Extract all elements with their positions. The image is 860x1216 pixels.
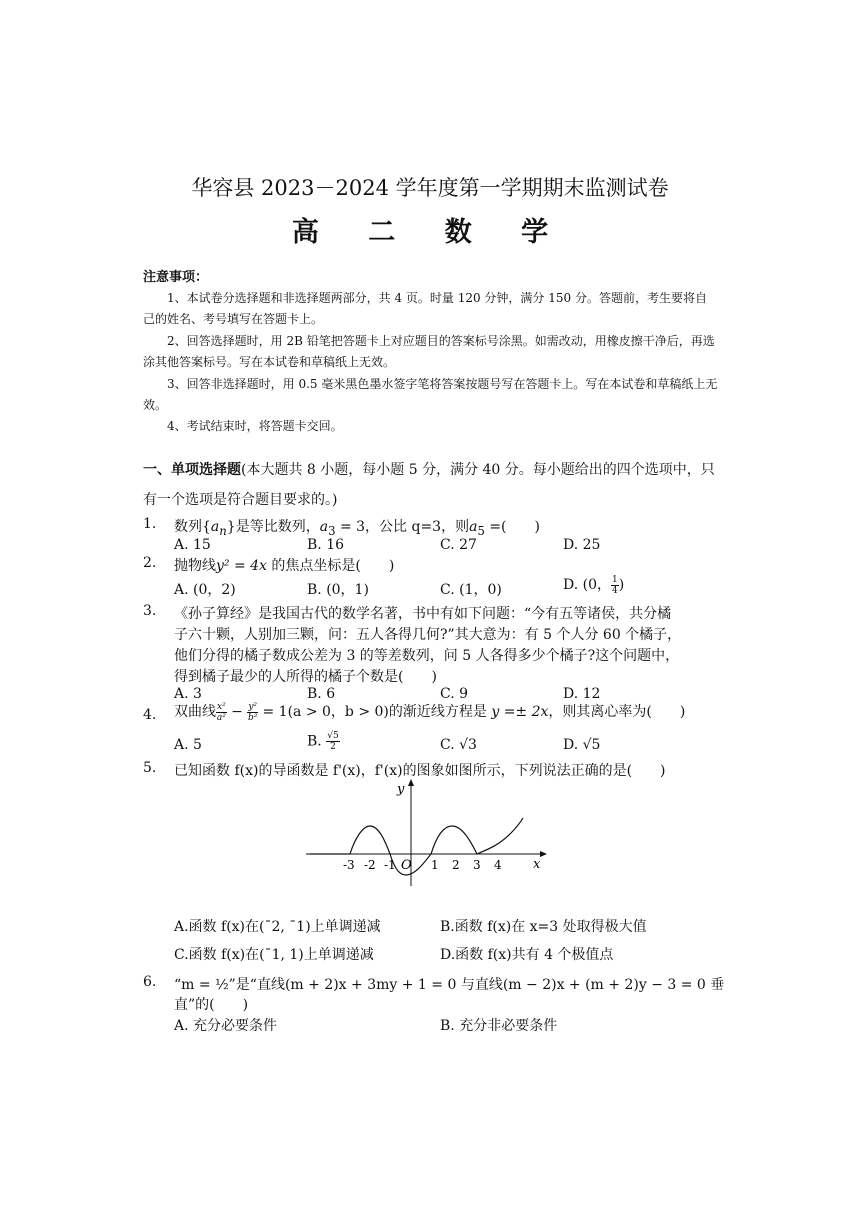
- x-tick-label: 1: [431, 858, 439, 872]
- q2-option-a: A. (0，2): [174, 582, 236, 598]
- q3-option-b: B. 6: [307, 686, 336, 702]
- exam-title: 华容县 2023－2024 学年度第一学期期末监测试卷: [191, 176, 669, 200]
- section-1-header: [143, 455, 723, 515]
- notice-item-1: 1、本试卷分选择题和非选择题两部分，共 4 页。时量 120 分钟，满分 150 分。答题前，考生要将自己的姓名、考号填写在答题卡上。: [143, 291, 707, 326]
- x-tick-label: 3: [473, 858, 481, 872]
- y-axis-label: y: [397, 782, 405, 797]
- x-tick-label: 2: [452, 858, 460, 872]
- q3-option-d: D. 12: [563, 686, 601, 702]
- q3-line-4: 得到橘子最少的人所得的橘子个数是( ): [174, 669, 437, 685]
- section-1-desc: (本大题共 8 小题，每小题 5 分，满分 40 分。每小题给出的四个选项中，只有一个选项是符合题目要求的。): [143, 462, 715, 508]
- q4-option-b: B. $\frac{√5}{2}$: [307, 731, 339, 752]
- q1-option-a: A. 15: [174, 537, 211, 553]
- q6-option-b: B. 充分非必要条件: [440, 1018, 558, 1034]
- q3-option-a: A. 3: [174, 686, 202, 702]
- q6-number: 6.: [143, 974, 157, 990]
- x-axis-arrow-icon: [540, 851, 547, 857]
- q4-option-a: A. 5: [174, 737, 202, 753]
- q5-option-c: C.函数 f(x)在(¯1, 1)上单调递减: [174, 947, 374, 963]
- notice-item-2: 2、回答选择题时，用 2B 铅笔把答题卡上对应题目的答案标号涂黑。如需改动，用橡皮擦干净后，再选涂其他答案标号。写在本试卷和草稿纸上无效。: [143, 334, 715, 369]
- q2-option-c: C. (1，0): [440, 582, 502, 598]
- q6-line-2: 直”的( ): [174, 997, 249, 1013]
- q2-option-b: B. (0，1): [307, 582, 369, 598]
- q4-option-d: D. √5: [563, 737, 601, 753]
- q4-number: 4.: [143, 707, 157, 723]
- q1-option-b: B. 16: [307, 537, 345, 553]
- x-tick-label: 4: [494, 858, 502, 872]
- q3-option-c: C. 9: [440, 686, 469, 702]
- q3-line-1: 《孙子算经》是我国古代的数学名著，书中有如下问题：“今有五等诸侯，共分橘: [174, 606, 672, 622]
- x-tick-label: -2: [364, 858, 376, 872]
- q5-option-d: D.函数 f(x)共有 4 个极值点: [440, 947, 614, 963]
- derivative-graph: [300, 778, 550, 890]
- q3-line-2: 子六十颗，人别加三颗，问：五人各得几何?”其大意为：有 5 个人分 60 个橘子，: [174, 627, 682, 643]
- q5-stem: 已知函数 f(x)的导函数是 f'(x)，f'(x)的图象如图所示，下列说法正确的是( ): [174, 763, 666, 779]
- q2-stem: 抛物线y² = 4x 的焦点坐标是( ): [174, 558, 395, 574]
- notice-item-4: 4、考试结束时，将答题卡交回。: [167, 419, 343, 433]
- q5-option-a: A.函数 f(x)在(¯2, ¯1)上单调递减: [174, 919, 381, 935]
- q1-stem: 数列$\{a_n\}$是等比数列，$a_3 = 3$，公比 q=3，则$a_5$ =( ): [174, 519, 540, 538]
- q3-line-3: 他们分得的橘子数成公差为 3 的等差数列，问 5 人各得多少个橘子?这个问题中，: [174, 648, 680, 664]
- notice-heading: 注意事项：: [143, 270, 209, 285]
- q5-number: 5.: [143, 760, 157, 776]
- q3-number: 3.: [143, 603, 157, 619]
- q4-stem: 双曲线 $\frac{\text{x²}}{\text{a²}}$ − $\frac{\text{y²}}{\text{b²}}$ = 1(a > 0，b > 0)的渐近线方程是 y =± 2x，则其离心率为( ): [174, 701, 686, 723]
- q1-number: 1.: [143, 516, 157, 532]
- derivative-curve: [310, 818, 523, 875]
- x-tick-label: -1: [384, 858, 396, 872]
- q5-option-b: B.函数 f(x)在 x=3 处取得极大值: [440, 919, 647, 935]
- notice-item-3: 3、回答非选择题时，用 0.5 毫米黑色墨水签字笔将答案按题号写在答题卡上。写在本试卷和草稿纸上无效。: [143, 377, 718, 412]
- origin-label: O: [401, 858, 412, 873]
- q2-option-d: D. (0， $\frac{1}{4}$ ): [563, 574, 625, 596]
- x-tick-label: -3: [343, 858, 355, 872]
- x-axis-label: x: [533, 857, 541, 872]
- q4-option-c: C. √3: [440, 737, 477, 753]
- q2-number: 2.: [143, 555, 157, 571]
- section-1-heading: 一、单项选择题: [143, 462, 241, 478]
- subject-title: 高 二 数 学: [291, 217, 569, 248]
- q1-option-d: D. 25: [563, 537, 601, 553]
- q1-option-c: C. 27: [440, 537, 477, 553]
- q6-option-a: A. 充分必要条件: [174, 1018, 278, 1034]
- y-axis-arrow-icon: [408, 779, 414, 786]
- q6-line-1: “m = ½”是“直线(m + 2)x + 3my + 1 = 0 与直线(m − 2)x + (m + 2)y − 3 = 0 垂: [174, 977, 725, 993]
